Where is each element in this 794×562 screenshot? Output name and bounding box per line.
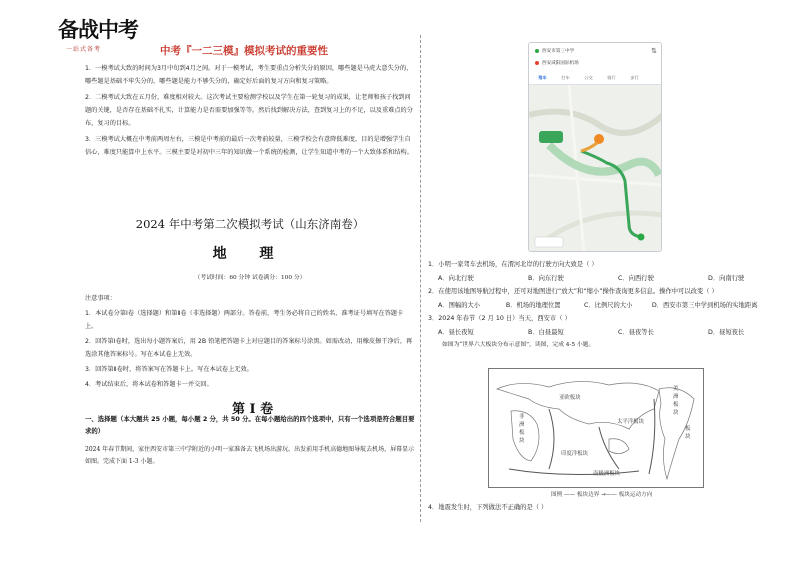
map-legend: 图例 —— 板块边界 →—— 板块运动方向 (551, 492, 653, 498)
notes-item: 3．回答第Ⅱ卷时，将答案写在答题卡上。写在本试卷上无效。 (85, 366, 253, 373)
option: C．昼夜等长 (618, 328, 654, 336)
exam-info: （考试时间：60 分钟 试卷满分：100 分） (194, 275, 306, 281)
question-intro-plates: 如图为“世界六大板块分布示意图”，读图，完成 4-5 小题。 (442, 342, 595, 348)
tab-bike: 骑行 (607, 75, 616, 80)
notes-item: 4．考试结束后，将本试卷和答题卡一并交回。 (85, 381, 213, 388)
plate-label: 板块 (685, 426, 691, 440)
option: A．图幅的大小 (438, 301, 481, 309)
header-title: 中考『一二三模』模拟考试的重要性 (160, 45, 328, 57)
option: A．昼长夜短 (438, 328, 474, 336)
question-list (428, 258, 788, 353)
question-options (428, 326, 788, 340)
question-options (428, 272, 788, 286)
plate-label: 太平洋板块 (617, 419, 644, 425)
option: A．向北行驶 (438, 274, 474, 282)
intro-paragraph: 1．一模考试大致的时间为3月中旬到4月之间。对于一模考试，考生要重点分析失分的原因，哪些题是马虎大意失分的，哪些题是基础不牢失分的，哪些题是能力不够失分的，确定好后面的复习方向和复习策略。 (85, 65, 413, 85)
option: D．西安市第三中学到机场的实地距离 (651, 301, 758, 309)
notes-item: 2．回答第Ⅰ卷时，选出每小题答案后，用 2B 铅笔把答题卡上对应题目的答案标号涂黑。如需改动，用橡皮擦干净后，再选涂其他答案标号。写在本试卷上无效。 (85, 338, 413, 358)
logo (52, 14, 142, 56)
question-intro: 2024 年春节期间，家住西安市第三中学附近的小明一家准备去飞机场出游玩。出发前用手机高德地图导航去机场，屏幕显示如图。完成下面 1-3 小题。 (85, 446, 415, 465)
plate-label: 亚欧板块 (559, 395, 581, 401)
tab-taxi: 打车 (561, 75, 570, 80)
plate-map (488, 368, 704, 488)
option: B．机场的地理位置 (505, 301, 561, 309)
origin-label: 西安市第三中学 (542, 49, 575, 54)
plate-label: 非洲板块 (519, 414, 525, 444)
intro-paragraph: 3．三模考试大概在中考前两周左右，三模是中考前的最后一次考前较量，三模学校会有意降低难度，目的是增强学生自信心，难度只能算中上水平。三模主要是对初中三年的知识做一个系统的检测，让学生知道中考的一个大致体系和结构。 (85, 136, 413, 156)
map-area (529, 85, 662, 252)
option: B．白昼最短 (528, 328, 564, 336)
tab-drive: 驾车 (538, 75, 547, 80)
section-heading: 一、选择题（本大题共 25 小题，每小题 2 分，共 50 分。在每小题给出的四个选项中，只有一个选项是符合题目要求的） (85, 415, 415, 435)
tab-walk: 步行 (630, 75, 639, 80)
option: B．向东行驶 (528, 274, 564, 282)
logo-main-text: 备战中考 (58, 18, 138, 42)
route-panel (529, 43, 661, 85)
origin-dot-icon (535, 49, 539, 53)
transport-tabs (531, 75, 661, 81)
exam-title: 2024 年中考第二次模拟考试（山东济南卷） (135, 217, 365, 231)
exam-subject: 地 理 (212, 246, 288, 262)
column-divider (420, 35, 421, 522)
destination-label: 西安咸阳国际机场 (542, 61, 579, 66)
route-destination (535, 60, 579, 66)
route-origin (535, 48, 574, 54)
notes-item: 1．本试卷分第Ⅰ卷（选择题）和第Ⅱ卷（非选择题）两部分。答卷前，考生务必将自己的姓名、准考证号填写在答题卡上。 (85, 310, 404, 330)
navigation-screenshot (528, 42, 662, 252)
question-stem: 4．地震发生时，下列做法不正确的是（ ） (428, 504, 548, 511)
option: C．向西行驶 (618, 274, 654, 282)
option: D．昼短夜长 (708, 328, 745, 336)
origin-marker-icon (638, 234, 645, 241)
plate-label: 南极洲板块 (593, 471, 620, 477)
tab-bus: 公交 (584, 75, 593, 80)
intro-paragraph: 2．二模考试大致在五月份，难度相对较大。这次考试主要检测学校以及学生在第一轮复习的成果，让老师和孩子找到问题的关键，是否存在基础不扎实，计算能力是否需要加强等等。然后找到解决方法，查到复习上的不足，以及重难点的分布，复习的目标。 (85, 94, 413, 127)
destination-dot-icon (535, 61, 539, 65)
notes-section (85, 292, 415, 393)
intro-section (85, 62, 415, 162)
airport-marker-icon (539, 131, 563, 143)
question-stem: 1．小明一家驾车去机场，在渭河北岸的行驶方向大致是（ ） (428, 261, 598, 268)
option: C．比例尺的大小 (583, 301, 633, 309)
swap-icon: ⇅ (651, 47, 657, 55)
plate-label: 美洲板块 (673, 386, 679, 416)
notes-label: 注意事项： (85, 295, 116, 302)
question-stem: 2．在使用该地图导航过程中，还可对地图进行“放大”和“缩小”操作查询更多信息。操作中可以改变（ ） (428, 288, 718, 295)
question-stem: 3．2024 年春节（2 月 10 日）当天，西安市（ ） (428, 315, 571, 322)
question-options (428, 299, 788, 313)
option: D．向南行驶 (708, 274, 745, 282)
time-marker-icon (594, 134, 604, 144)
plate-label: 印度洋板块 (561, 451, 588, 457)
logo-sub-text: 一站式备考 (66, 46, 102, 53)
volume-title: 第 Ⅰ 卷 (232, 402, 274, 417)
